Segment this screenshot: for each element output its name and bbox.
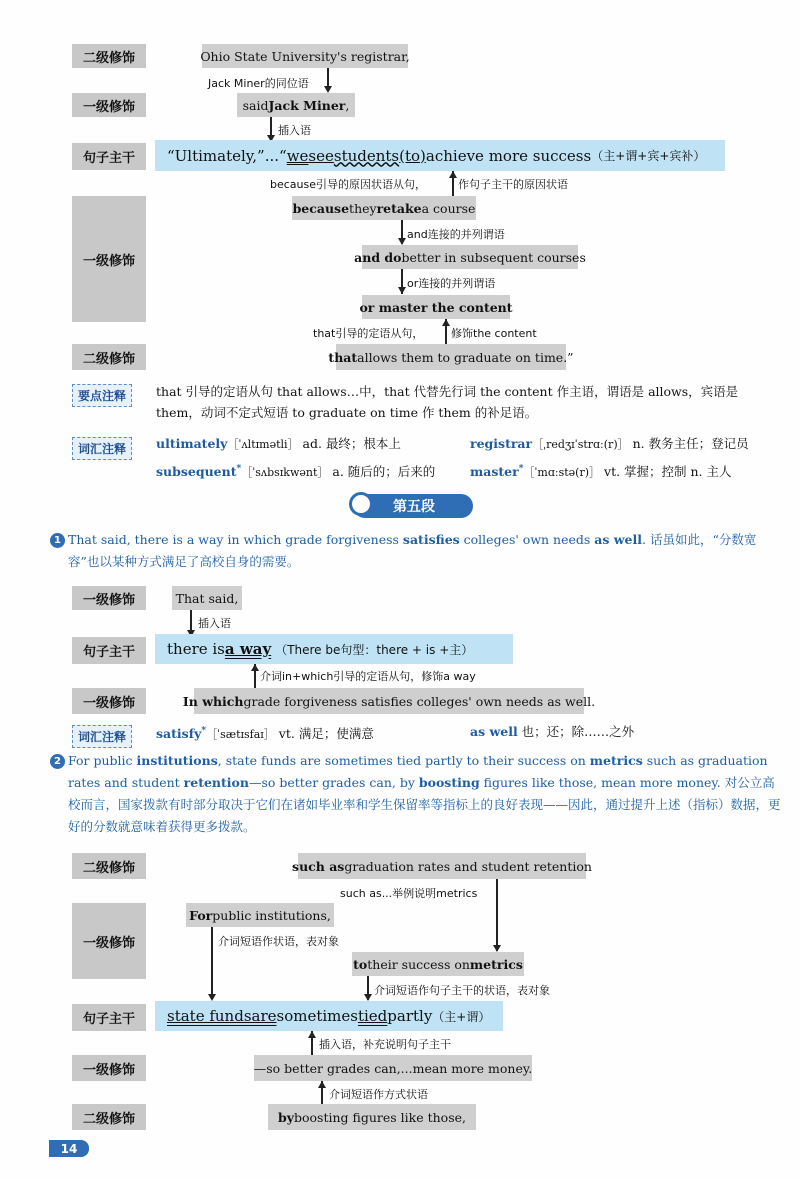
main-sentence-2: there is a way （There be句型：there + is +主） (155, 634, 513, 664)
label-secondary-1: 二级修饰 (72, 44, 146, 68)
such-as-annotation: such as...举例说明metrics (340, 887, 478, 900)
label-primary-4: 一级修饰 (72, 688, 146, 714)
arrow-head (493, 945, 501, 952)
for-annotation: 介词短语作状语，表对象 (218, 935, 339, 948)
sentence-number-1: 1 (50, 533, 65, 548)
vocab-notes-tag-2: 词汇注释 (72, 725, 132, 748)
arrow-head (251, 664, 259, 671)
by-annotation: 介词短语作方式状语 (329, 1088, 428, 1101)
jack-annotation: Jack Miner的同位语 (208, 77, 309, 90)
insert-annotation-2: 插入语 (198, 617, 231, 630)
arrow-line (211, 927, 213, 999)
arrow-head (398, 238, 406, 245)
label-primary-1: 一级修饰 (72, 93, 146, 117)
key-notes-tag: 要点注释 (72, 384, 132, 407)
vocab-satisfy: satisfy*［ˈsætɪsfaɪ］ vt. 满足；使满意 (156, 726, 374, 742)
by-box: by boosting figures like those, (268, 1104, 476, 1130)
label-trunk-3: 句子主干 (72, 1004, 146, 1031)
or-box: or master the content (362, 295, 510, 319)
arrow-head (308, 1031, 316, 1038)
label-primary-6: 一级修饰 (72, 1055, 146, 1081)
to-annotation: 介词短语作句子主干的状语，表对象 (374, 984, 550, 997)
and-box: and do better in subsequent courses (362, 245, 578, 269)
such-as-box: such as graduation rates and student retention (298, 853, 586, 879)
because-box: because they retake a course (292, 196, 476, 220)
key-notes-text: that 引导的定语从句 that allows…中，that 代替先行词 the content 作主语，谓语是 allows，宾语是 them，动词不定式短语 to graduate on time 作 them 的补足语。 (156, 384, 739, 420)
because-annotation-right: 作句子主干的原因状语 (458, 178, 568, 191)
search-icon (349, 492, 373, 516)
so-annotation: 插入语，补充说明句子主干 (319, 1038, 451, 1051)
arrow-head (364, 994, 372, 1001)
vocab-subsequent: subsequent*［ˈsʌbsɪkwənt］ a. 随后的；后来的 (156, 464, 436, 480)
registrar-box: Ohio State University's registrar, (202, 44, 408, 68)
vocab-as-well: as well 也；还；除……之外 (470, 724, 635, 739)
so-box: —so better grades can,...mean more money. (254, 1055, 532, 1081)
vocab-notes-tag: 词汇注释 (72, 437, 132, 460)
for-box: For public institutions, (186, 903, 334, 927)
sentence-number-2: 2 (50, 754, 65, 769)
because-annotation-left: because引导的原因状语从句， (270, 178, 427, 191)
that-said-box: That said, (172, 586, 242, 610)
arrow-line (496, 879, 498, 951)
label-primary-5: 一级修饰 (72, 903, 146, 979)
page-number: 14 (49, 1140, 89, 1157)
that-box: that allows them to graduate on time.” (336, 344, 566, 370)
vocab-registrar: registrar［ˌredʒɪˈstrɑː(r)］ n. 教务主任；登记员 (470, 436, 749, 451)
that-annotation-left: that引导的定语从句， (313, 327, 424, 340)
paragraph-1: That said, there is a way in which grade forgiveness satisfies colleges' own needs as well. 话虽如此，“分数宽容”也以某种方式满足了高校自身的需要。 (68, 532, 757, 569)
said-box: said Jack Miner , (237, 93, 355, 117)
or-annotation: or连接的并列谓语 (407, 277, 496, 290)
label-trunk-1: 句子主干 (72, 143, 146, 170)
and-annotation: and连接的并列谓语 (407, 228, 505, 241)
to-box: to their success on metrics (352, 952, 524, 976)
label-secondary-3: 二级修饰 (72, 853, 146, 879)
vocab-master: master*［ˈmɑːstə(r)］ vt. 掌握；控制 n. 主人 (470, 464, 732, 480)
vocab-ultimately: ultimately［ˈʌltɪmətli］ ad. 最终；根本上 (156, 436, 401, 451)
that-annotation-right: 修饰the content (451, 327, 537, 340)
paragraph-2: For public institutions, state funds are sometimes tied partly to their success on metrics such as graduation rates and student retention—so better grades can, by boosting figures like those, mean more money. 对公立高校而言，国家拨款有时部分取决于它们在诸如毕业率和学生保留率等指标上的良好表现——因此，通过提升上述（指标）数据，更好的分数就意味着获得更多拨款。 (68, 753, 781, 834)
arrow-head (208, 994, 216, 1001)
arrow-head (449, 171, 457, 178)
arrow-head (398, 287, 406, 294)
label-primary-2: 一级修饰 (72, 196, 146, 322)
arrow-head (324, 86, 332, 93)
arrow-head (318, 1081, 326, 1088)
label-secondary-4: 二级修饰 (72, 1104, 146, 1130)
label-trunk-2: 句子主干 (72, 637, 146, 664)
arrow-head (442, 319, 450, 326)
section-header (353, 494, 473, 518)
main-sentence-3: state funds are sometimes tied partly （主+谓） (155, 1001, 503, 1031)
which-annotation: 介词in+which引导的定语从句，修饰a way (260, 670, 476, 683)
label-secondary-2: 二级修饰 (72, 344, 146, 370)
which-box: In which grade forgiveness satisfies colleges' own needs as well. (194, 688, 584, 714)
main-sentence-1: “Ultimately,”...“ we see students (to) achieve more success （主+谓+宾+宾补） (155, 140, 725, 171)
section-title: 第五段 (393, 499, 435, 515)
label-primary-3: 一级修饰 (72, 586, 146, 610)
insert-annotation: 插入语 (278, 124, 311, 137)
